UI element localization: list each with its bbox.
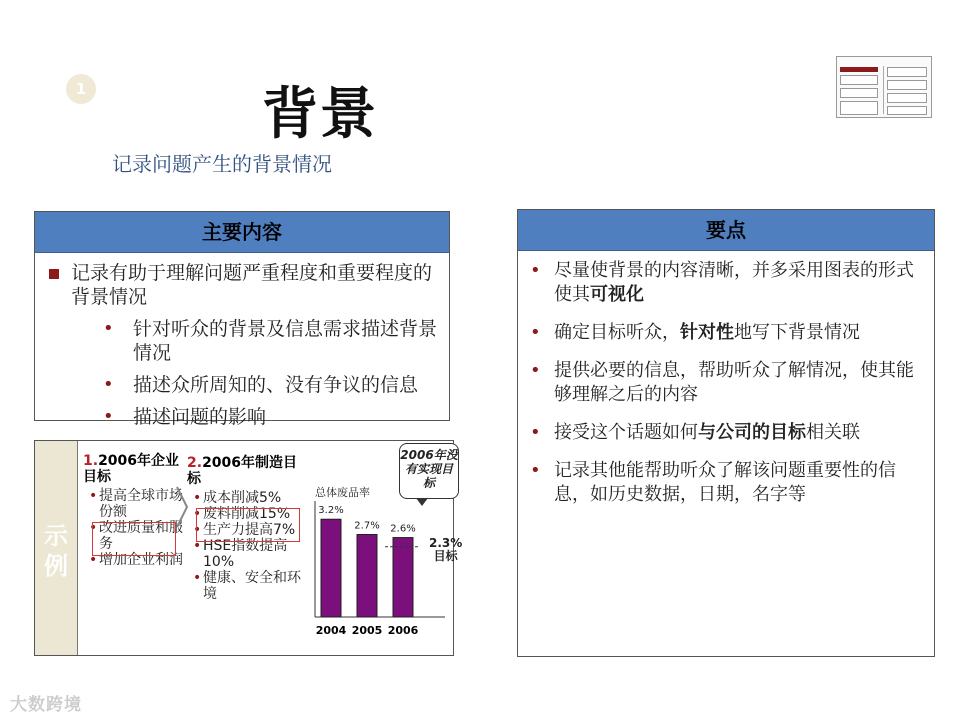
manufacturing-goal-item: • 生产力提高7% <box>187 522 307 538</box>
x-tick-label: 2005 <box>351 624 383 637</box>
thumbnail-box <box>887 80 927 90</box>
key-point-item: • 提供必要的信息，帮助听众了解情况，使其能够理解之后的内容 <box>530 360 914 405</box>
thumbnail-box <box>887 106 927 115</box>
data-label: 2.6% <box>390 523 416 535</box>
manufacturing-goal-item: • 废料削减15% <box>187 506 307 522</box>
main-content-heading: 主要内容 <box>35 212 449 253</box>
data-label: 2.7% <box>354 520 380 532</box>
page-title: 背景 <box>262 82 378 147</box>
template-thumbnail <box>836 56 932 118</box>
example-panel <box>34 440 463 656</box>
bullet-icon: • <box>530 322 541 343</box>
x-tick-label: 2006 <box>387 624 419 637</box>
page-subtitle: 记录问题产生的背景情况 <box>112 152 332 176</box>
key-point-item: • 确定目标听众，针对性地写下背景情况 <box>530 322 860 343</box>
thumbnail-box <box>840 75 878 85</box>
bullet-icon: • <box>530 422 541 443</box>
target-label: 2.3% 目标 <box>429 536 463 563</box>
highlight-box <box>196 508 300 542</box>
bar-2004 <box>321 519 341 617</box>
thumbnail-box <box>840 88 878 98</box>
data-label: 3.2% <box>318 505 344 517</box>
highlight-box <box>92 522 176 556</box>
x-tick-label: 2004 <box>315 624 347 637</box>
chart-title: 总体废品率 <box>315 486 370 499</box>
thumbnail-highlight <box>840 67 878 72</box>
main-content-item: 记录有助于理解问题严重程度和重要程度的背景情况 <box>47 261 439 309</box>
bar-2006 <box>393 538 413 617</box>
bullet-icon: • <box>103 318 114 339</box>
bullet-icon: • <box>530 260 541 281</box>
bullet-icon: • <box>103 406 114 427</box>
bar-2005 <box>357 535 377 618</box>
thumbnail-box <box>887 67 927 77</box>
manufacturing-goal-item: • 成本削减5% <box>187 490 307 506</box>
key-point-item: • 记录其他能帮助听众了解该问题重要性的信息，如历史数据，日期，名字等 <box>530 460 896 505</box>
bullet-icon: • <box>530 360 541 381</box>
key-points-panel <box>517 209 935 657</box>
main-content-subitem: • 描述众所周知的、没有争议的信息 <box>103 374 419 396</box>
manufacturing-goal-item: • HSE指数提高10% <box>187 538 307 570</box>
bullet-icon: • <box>530 460 541 481</box>
scrap-rate-chart <box>309 441 463 655</box>
manufacturing-goals-heading: 2.2006年制造目标 <box>187 455 298 487</box>
main-content-subitem: • 描述问题的影响 <box>103 406 267 428</box>
thumbnail-box <box>840 101 878 115</box>
key-points-heading: 要点 <box>518 210 934 251</box>
watermark: 大数跨境 <box>10 695 82 715</box>
thumbnail-divider <box>883 66 884 114</box>
example-label: 示例 <box>35 441 78 655</box>
corporate-goal-item: • 增加企业利润 <box>83 552 183 568</box>
manufacturing-goal-item: • 健康、安全和环境 <box>187 570 307 602</box>
key-point-item: • 尽量使背景的内容清晰，并多采用图表的形式使其可视化 <box>530 260 914 305</box>
corporate-goal-item: • 改进质量和服务 <box>83 520 183 552</box>
goal-missed-callout: 2006年没有实现目标 <box>399 443 459 499</box>
thumbnail-box <box>887 93 927 103</box>
section-number-badge: 1 <box>66 74 96 104</box>
corporate-goal-item: • 提高全球市场份额 <box>83 488 183 520</box>
corporate-goals-heading: 1.2006年企业目标 <box>83 453 180 485</box>
bullet-icon: • <box>103 374 114 395</box>
main-content-subitem: • 针对听众的背景及信息需求描述背景情况 <box>103 318 438 364</box>
key-point-item: • 接受这个话题如何与公司的目标相关联 <box>530 422 860 443</box>
main-content-panel <box>34 211 450 428</box>
